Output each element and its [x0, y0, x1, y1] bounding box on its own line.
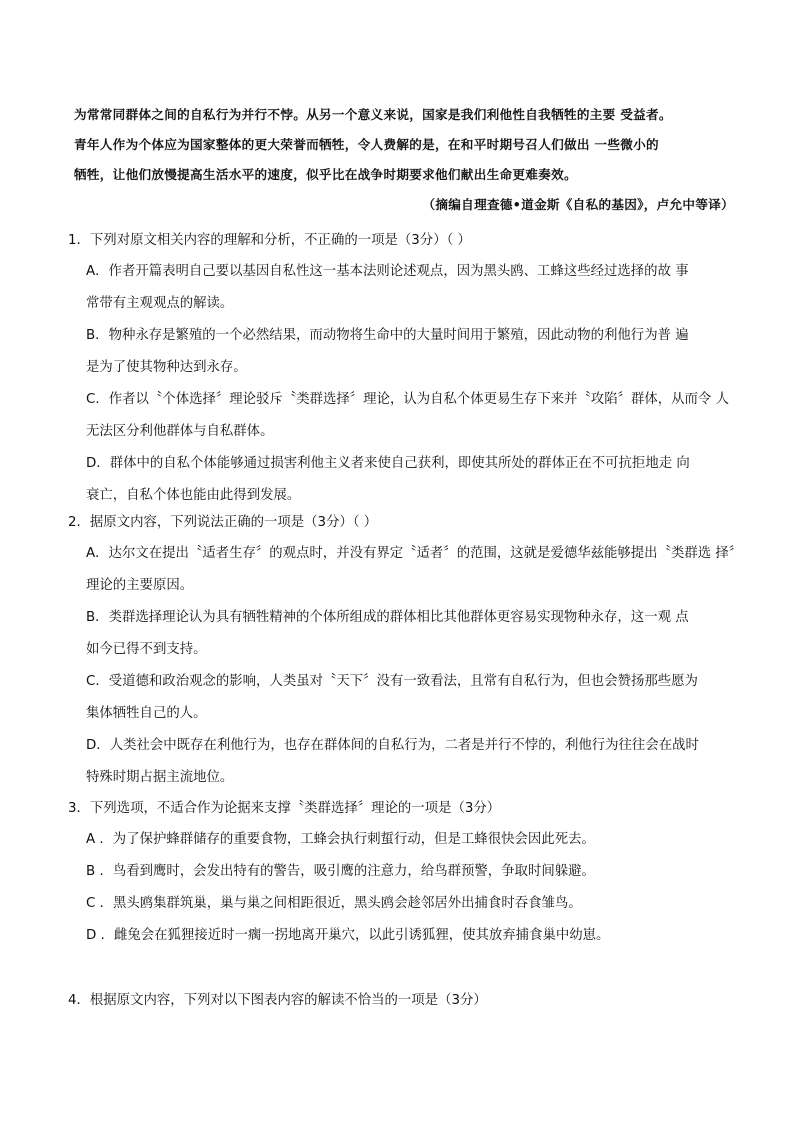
option-line: D ．雌兔会在狐狸接近时一瘸一拐地离开巢穴，以此引诱狐狸，使其放弃捕食巢中幼崽。	[86, 928, 610, 943]
passage-line: 为常常同群体之间的自私行为并行不悖。从另一个意义来说，国家是我们利他性自我牺牲的主要 受益者。	[74, 107, 672, 122]
passage-excerpt	[74, 100, 734, 220]
passage-source: （摘编自理查德•道金斯《自私的基因》，卢允中等译）	[422, 197, 734, 212]
question-stem: 2．据原文内容，下列说法正确的一项是（3分）（ ）	[68, 515, 378, 530]
option-b	[68, 320, 740, 384]
option-line: 理论的主要原因。	[86, 578, 194, 593]
option-line: D．人类社会中既存在利他行为，也存在群体间的自私行为，二者是并行不悖的，利他行为往往会在战时	[86, 738, 699, 753]
option-line: 无法区分利他群体与自私群体。	[86, 424, 274, 439]
option-a	[68, 256, 740, 320]
option-line: 常带有主观观点的解读。	[86, 296, 234, 311]
question-3	[68, 794, 740, 952]
question-1	[68, 226, 740, 512]
question-4	[68, 986, 740, 1016]
option-line: A．达尔文在提出〝适者生存〞的观点时，并没有界定〝适者〞的范围，这就是爱德华兹能够提出〝类群选 择〞	[86, 546, 743, 561]
option-d	[68, 730, 740, 794]
option-b	[68, 856, 740, 888]
option-line: 衰亡，自私个体也能由此得到发展。	[86, 488, 301, 503]
option-line: 集体牺牲自己的人。	[86, 706, 207, 721]
option-line: B．物种永存是繁殖的一个必然结果，而动物将生命中的大量时间用于繁殖，因此动物的利他行为普 遍	[86, 328, 689, 343]
option-d	[68, 920, 740, 952]
question-stem: 4．根据原文内容，下列对以下图表内容的解读不恰当的一项是（3分）	[68, 993, 487, 1008]
option-line: C．作者以〝个体选择〞理论驳斥〝类群选择〞理论，认为自私个体更易生存下来并〝攻陷〞群体，从而令 人	[86, 392, 729, 407]
option-line: C ．黑头鸥集群筑巢，巢与巢之间相距很近，黑头鸥会趁邻居外出捕食时吞食雏鸟。	[86, 896, 582, 911]
option-line: 如今已得不到支持。	[86, 642, 207, 657]
option-d	[68, 448, 740, 512]
option-line: A ．为了保护蜂群储存的重要食物，工蜂会执行刺蜇行动，但是工蜂很快会因此死去。	[86, 832, 595, 847]
option-a	[68, 538, 743, 602]
option-c	[68, 384, 740, 448]
option-a	[68, 824, 740, 856]
option-b	[68, 602, 740, 666]
option-c	[68, 666, 740, 730]
option-line: 特殊时期占据主流地位。	[86, 770, 234, 785]
question-stem: 1．下列对原文相关内容的理解和分析，不正确的一项是（3分）（ ）	[68, 233, 471, 248]
option-line: 是为了使其物种达到永存。	[86, 360, 247, 375]
option-line: A．作者开篇表明自己要以基因自私性这一基本法则论述观点，因为黑头鸥、工蜂这些经过选择的故 事	[86, 264, 689, 279]
question-2	[68, 508, 743, 794]
question-stem: 3．下列选项，不适合作为论据来支撑〝类群选择〞理论的一项是（3分）	[68, 801, 501, 816]
option-line: C．受道德和政治观念的影响，人类虽对〝天下〞没有一致看法，且常有自私行为，但也会赞扬那些愿为	[86, 674, 698, 689]
option-line: B ．鸟看到鹰时，会发出特有的警告，吸引鹰的注意力，给鸟群预警，争取时间躲避。	[86, 864, 595, 879]
option-line: B．类群选择理论认为具有牺牲精神的个体所组成的群体相比其他群体更容易实现物种永存，这一观 点	[86, 610, 689, 625]
option-c	[68, 888, 740, 920]
passage-line: 牺牲，让他们放慢提高生活水平的速度，似乎比在战争时期要求他们献出生命更难奏效。	[74, 167, 577, 182]
option-line: D．群体中的自私个体能够通过损害利他主义者来使自己获利，即使其所处的群体正在不可抗拒地走 向	[86, 456, 690, 471]
passage-line: 青年人作为个体应为国家整体的更大荣誉而牺牲，令人费解的是，在和平时期号召人们做出 一些微小的	[74, 137, 659, 152]
